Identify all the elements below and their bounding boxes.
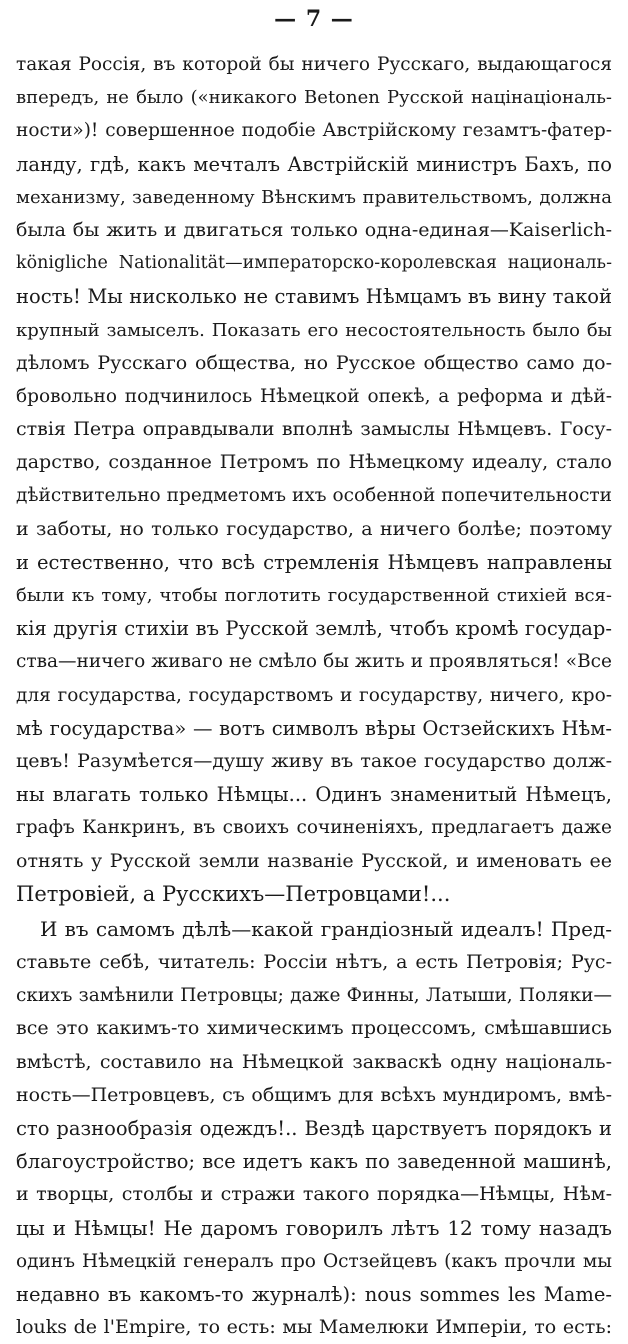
text-line: вмѣстѣ, составило на Нѣмецкой закваскѣ одну національ- bbox=[16, 1050, 612, 1073]
text-line: И въ самомъ дѣлѣ—какой грандіозный идеалъ! Пред- bbox=[40, 916, 612, 941]
text-line: цевъ! Разумѣется—душу живу въ такое государство долж- bbox=[16, 749, 612, 772]
text-line: крупный замыселъ. Показать его несостоятельность было бы bbox=[16, 319, 612, 341]
text-line: механизму, заведенному Вѣнскимъ правительствомъ, должна bbox=[16, 186, 612, 208]
text-line: и творцы, столбы и стражи такого порядка—Нѣмцы, Нѣм- bbox=[16, 1183, 612, 1206]
text-line: цы и Нѣмцы! Не даромъ говорилъ лѣтъ 12 тому назадъ bbox=[16, 1215, 612, 1240]
text-line: все это какимъ-то химическимъ процессомъ, смѣшавшись bbox=[16, 1017, 612, 1040]
text-line: для государства, государствомъ и государству, ничего, кро- bbox=[16, 684, 612, 706]
text-line: louks de l'Empire, то есть: мы Мамелюки Имперіи, то есть: bbox=[16, 1316, 612, 1339]
text-line: и естественно, что всѣ стремленія Нѣмцевъ направлены bbox=[16, 550, 612, 574]
text-line: недавно въ какомъ-то журналѣ): nous sommes les Mame- bbox=[16, 1282, 612, 1306]
text-line: ны влагать только Нѣмцы... Одинъ знаменитый Нѣмецъ, bbox=[16, 783, 612, 807]
text-line: königliche Nationalität—императорско-королевская националь- bbox=[16, 253, 612, 274]
text-line: мѣ государства» — вотъ символъ вѣры Остзейскихъ Нѣм- bbox=[16, 716, 612, 740]
text-line: ность! Мы нисколько не ставимъ Нѣмцамъ въ вину такой bbox=[16, 285, 612, 309]
paragraph bbox=[16, 48, 612, 911]
text-line: благоустройство; все идетъ какъ по заведенной машинѣ, bbox=[16, 1150, 612, 1174]
text-line: и заботы, но только государство, а ничего болѣе; поэтому bbox=[16, 517, 612, 540]
text-line: ствія Петра оправдывали вполнѣ замыслы Нѣмцевъ. Госу- bbox=[16, 418, 612, 441]
text-line: ства—ничего живаго не смѣло бы жить и проявляться! «Все bbox=[16, 651, 612, 673]
text-line: ланду, гдѣ, какъ мечталъ Австрійскій министръ Бахъ, по bbox=[16, 152, 612, 176]
text-line: дарство, созданное Петромъ по Нѣмецкому идеалу, стало bbox=[16, 451, 612, 474]
text-line: скихъ замѣнили Петровцы; даже Финны, Латыши, Поляки— bbox=[16, 985, 612, 1007]
text-line: были къ тому, чтобы поглотить государственной стихіей вся- bbox=[16, 585, 612, 606]
page-number: — 7 — bbox=[274, 6, 354, 32]
text-line: отнять у Русской земли названіе Русской, и именовать ее bbox=[16, 849, 612, 872]
paragraph bbox=[16, 913, 612, 1344]
text-line: была бы жить и двигаться только одна-единая—Kaiserlich- bbox=[16, 218, 612, 241]
text-line: ставьте себѣ, читатель: Россіи нѣтъ, а есть Петровія; Рус- bbox=[16, 951, 612, 974]
text-line: Петровіей, а Русскихъ—Петровцами!... bbox=[16, 881, 451, 906]
text-line: сто разнообразія одеждъ!.. Вездѣ царствуетъ порядокъ и bbox=[16, 1117, 612, 1140]
text-line: дѣйствительно предметомъ ихъ особенной попечительности bbox=[16, 485, 612, 507]
text-line: ность—Петровцевъ, съ общимъ для всѣхъ мундиромъ, вмѣ- bbox=[16, 1083, 612, 1106]
text-line: графъ Канкринъ, въ своихъ сочиненіяхъ, предлагаетъ даже bbox=[16, 817, 612, 839]
text-line: кія другія стихіи въ Русской землѣ, чтобъ кромѣ государ- bbox=[16, 617, 612, 641]
text-line: бровольно подчинилось Нѣмецкой опекѣ, а реформа и дѣй- bbox=[16, 385, 612, 407]
text-line: впередъ, не было («никакого Betonen Русской націнаціональ- bbox=[16, 87, 612, 109]
text-line: такая Россія, въ которой бы ничего Русскаго, выдающагося bbox=[16, 54, 612, 75]
text-line: одинъ Нѣмецкій генералъ про Остзейцевъ (какъ прочли мы bbox=[16, 1250, 612, 1272]
text-line: дѣломъ Русскаго общества, но Русское общество само до- bbox=[16, 351, 612, 374]
body-text bbox=[16, 48, 612, 1344]
text-line: ности»)! совершенное подобіе Австрійскому гезамтъ-фатер- bbox=[16, 120, 612, 142]
